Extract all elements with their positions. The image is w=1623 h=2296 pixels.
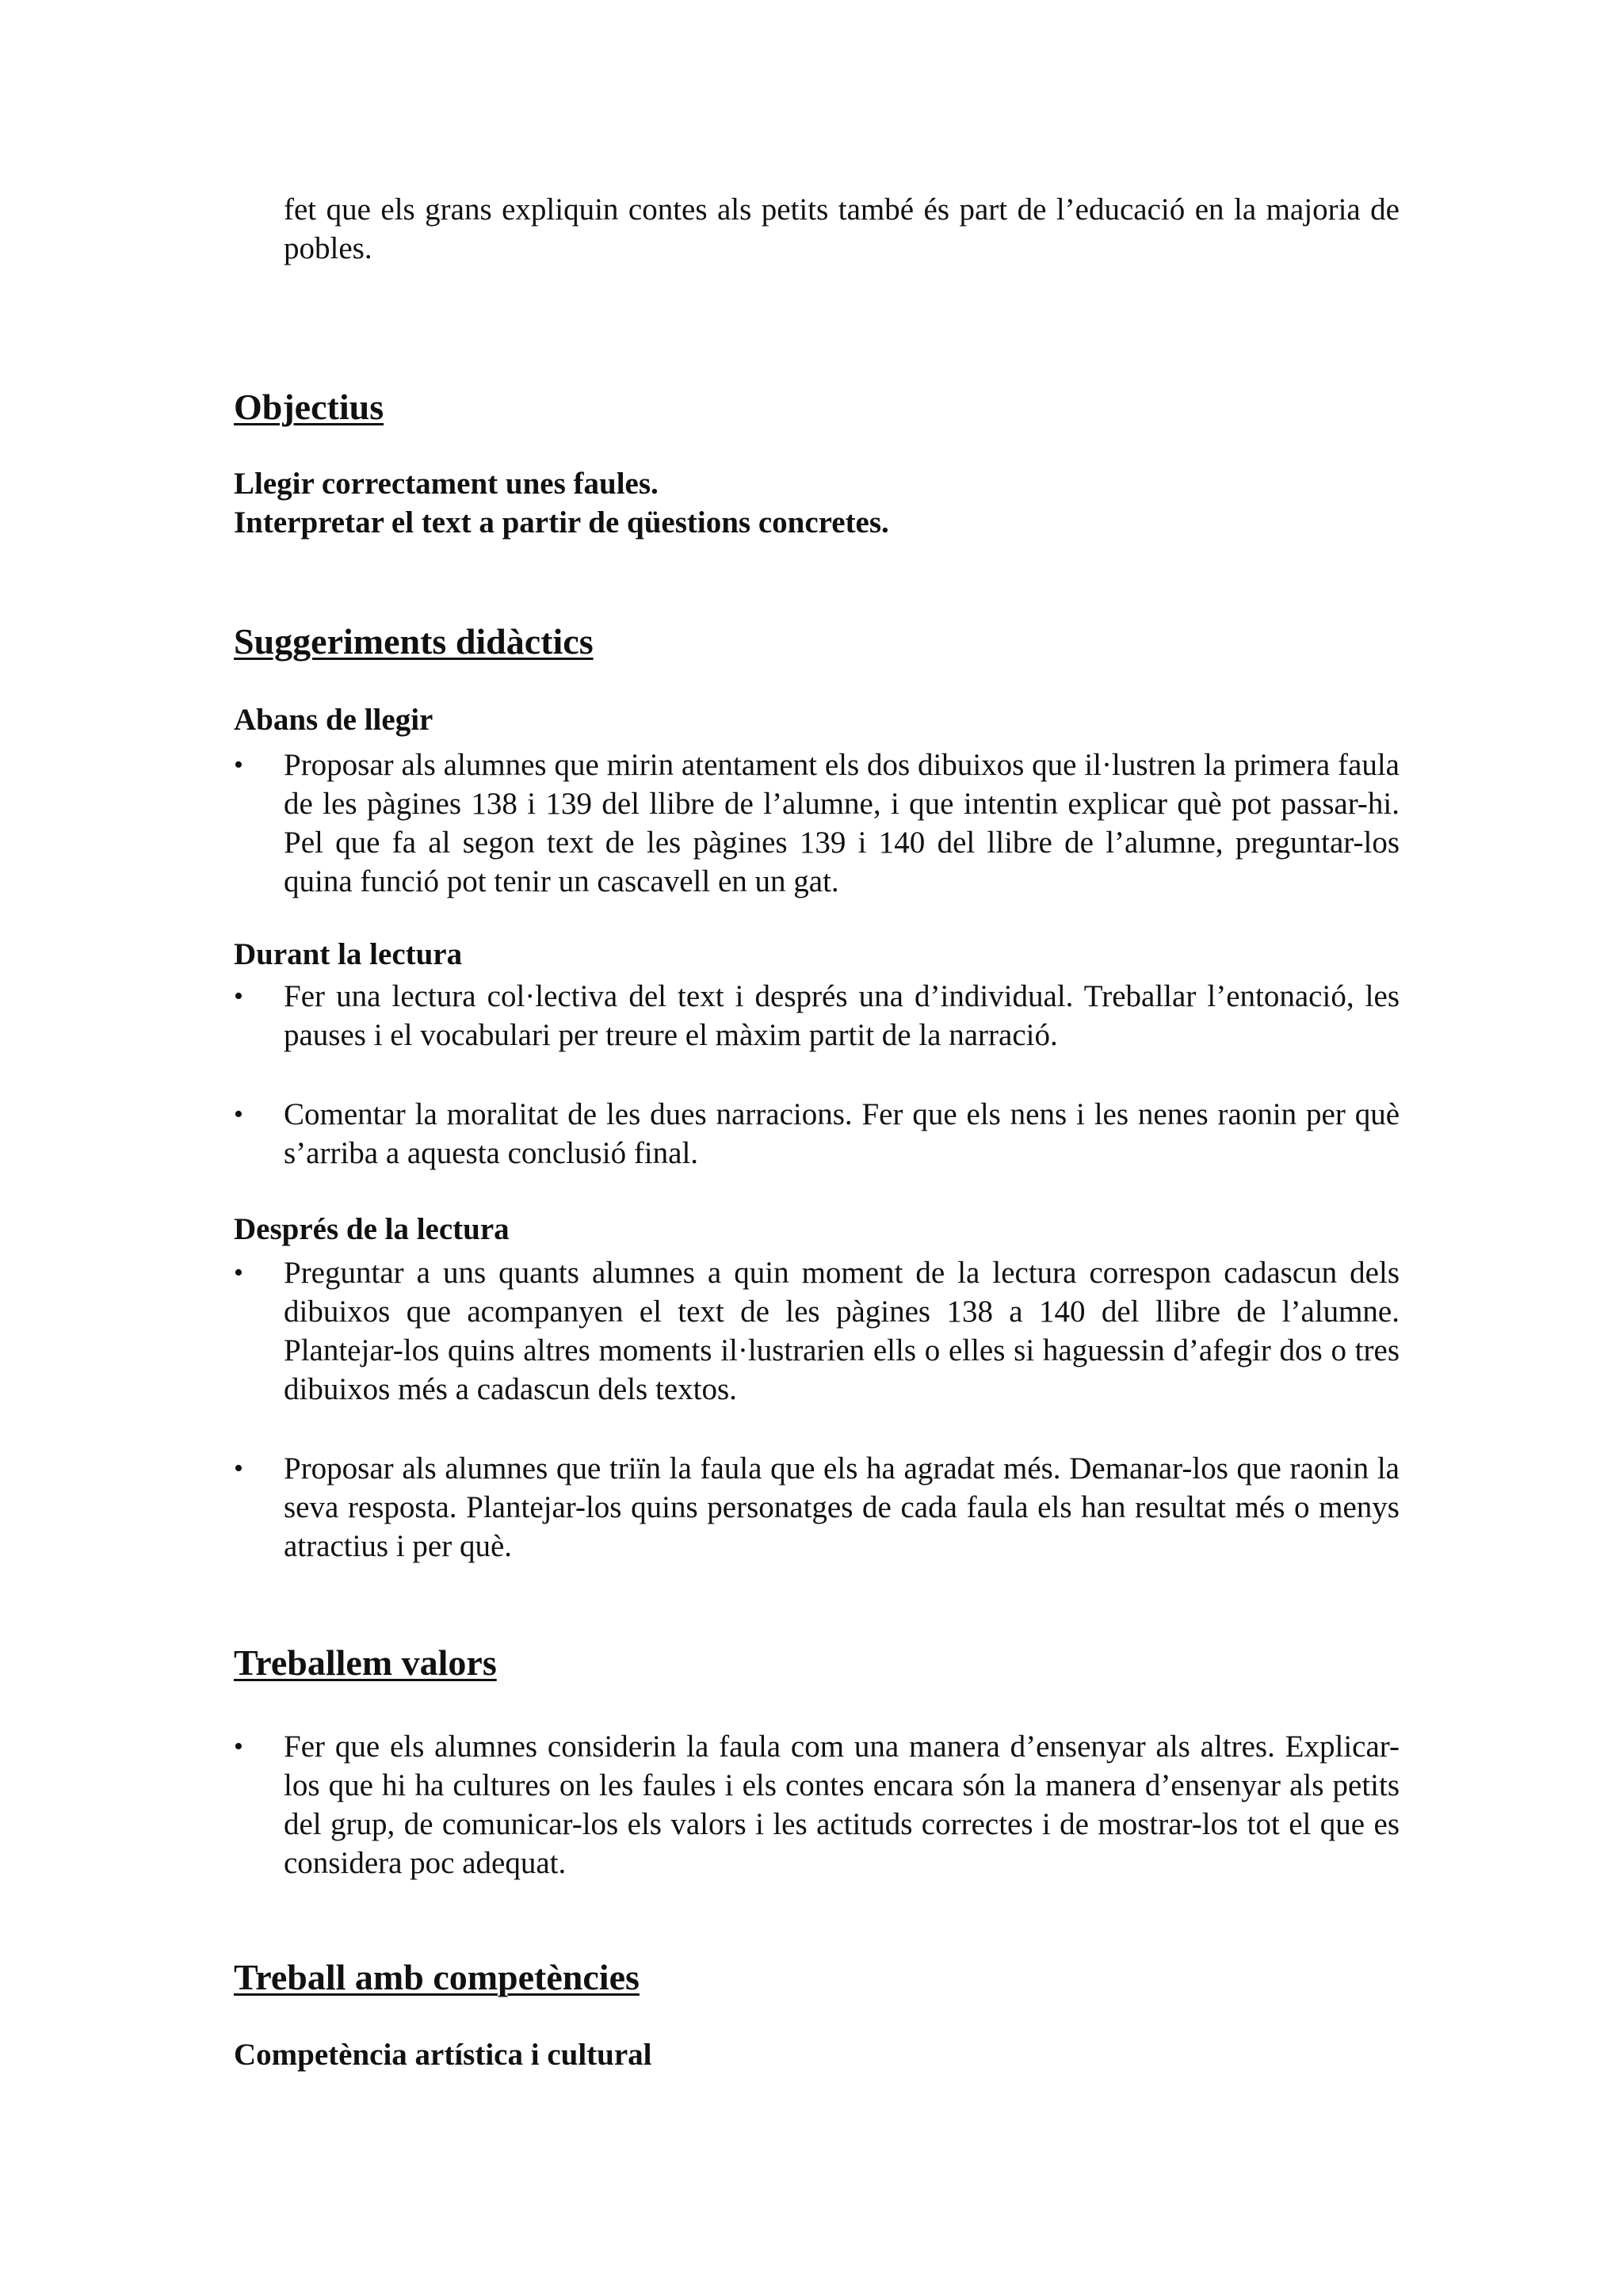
bullet-text: Fer una lectura col·lectiva del text i després una d’individual. Treballar l’entonació, les pauses i el vocabulari per treure el màxim partit de la narració. <box>284 979 1400 1052</box>
bullet-text: Comentar la moralitat de les dues narracions. Fer que els nens i les nenes raonin per què s’arriba a aquesta conclusió final. <box>284 1097 1400 1170</box>
objective-item: Interpretar el text a partir de qüestions concretes. <box>234 505 889 540</box>
durant-la-lectura-heading: Durant la lectura <box>234 937 463 971</box>
bullet-marker: • <box>234 1100 243 1129</box>
objective-item: Llegir correctament unes faules. <box>234 467 659 501</box>
abans-de-llegir-heading: Abans de llegir <box>234 703 433 737</box>
objectives-list <box>234 464 1399 542</box>
bullet-marker: • <box>234 1732 243 1761</box>
treballem-valors-heading: Treballem valors <box>234 1642 497 1683</box>
bullet-text: Fer que els alumnes considerin la faula com una manera d’ensenyar als altres. Explicar-los que hi ha cultures on les faules i els contes encara són la manera d’ensenyar als petits del grup, de comunicar-los els valors i les actituds correctes i de mostrar-los tot el que es considera poc adequat. <box>284 1730 1400 1880</box>
bullet-marker: • <box>234 750 243 780</box>
despres-de-la-lectura-heading: Després de la lectura <box>234 1212 510 1246</box>
intro-paragraph: fet que els grans expliquin contes als petits també és part de l’educació en la majoria de pobles. <box>284 193 1400 265</box>
bullet-text: Proposar als alumnes que mirin atentament els dos dibuixos que il·lustren la primera faula de les pàgines 138 i 139 del llibre de l’alumne, i que intentin explicar què pot passar-hi. Pel que fa al segon text de les pàgines 139 i 140 del llibre de l’alumne, preguntar-los quina funció pot tenir un cascavell en un gat. <box>284 748 1400 898</box>
competencia-artistica-heading: Competència artística i cultural <box>234 2038 652 2072</box>
bullet-text: Preguntar a uns quants alumnes a quin moment de la lectura correspon cadascun dels dibuixos que acompanyen el text de les pàgines 138 a 140 del llibre de l’alumne. Plantejar-los quins altres moments il·lustrarien ells o elles si haguessin d’afegir dos o tres dibuixos més a cadascun dels textos. <box>284 1256 1400 1406</box>
suggeriments-heading: Suggeriments didàctics <box>234 621 594 662</box>
bullet-marker: • <box>234 1454 243 1483</box>
bullet-text: Proposar als alumnes que triïn la faula que els ha agradat més. Demanar-los que raonin la seva resposta. Plantejar-los quins personatges de cada faula els han resultat més o menys atractius i per què. <box>284 1451 1400 1563</box>
treball-competencies-heading: Treball amb competències <box>234 1957 640 1997</box>
bullet-marker: • <box>234 982 243 1011</box>
objectius-heading: Objectius <box>234 387 384 427</box>
bullet-marker: • <box>234 1258 243 1287</box>
